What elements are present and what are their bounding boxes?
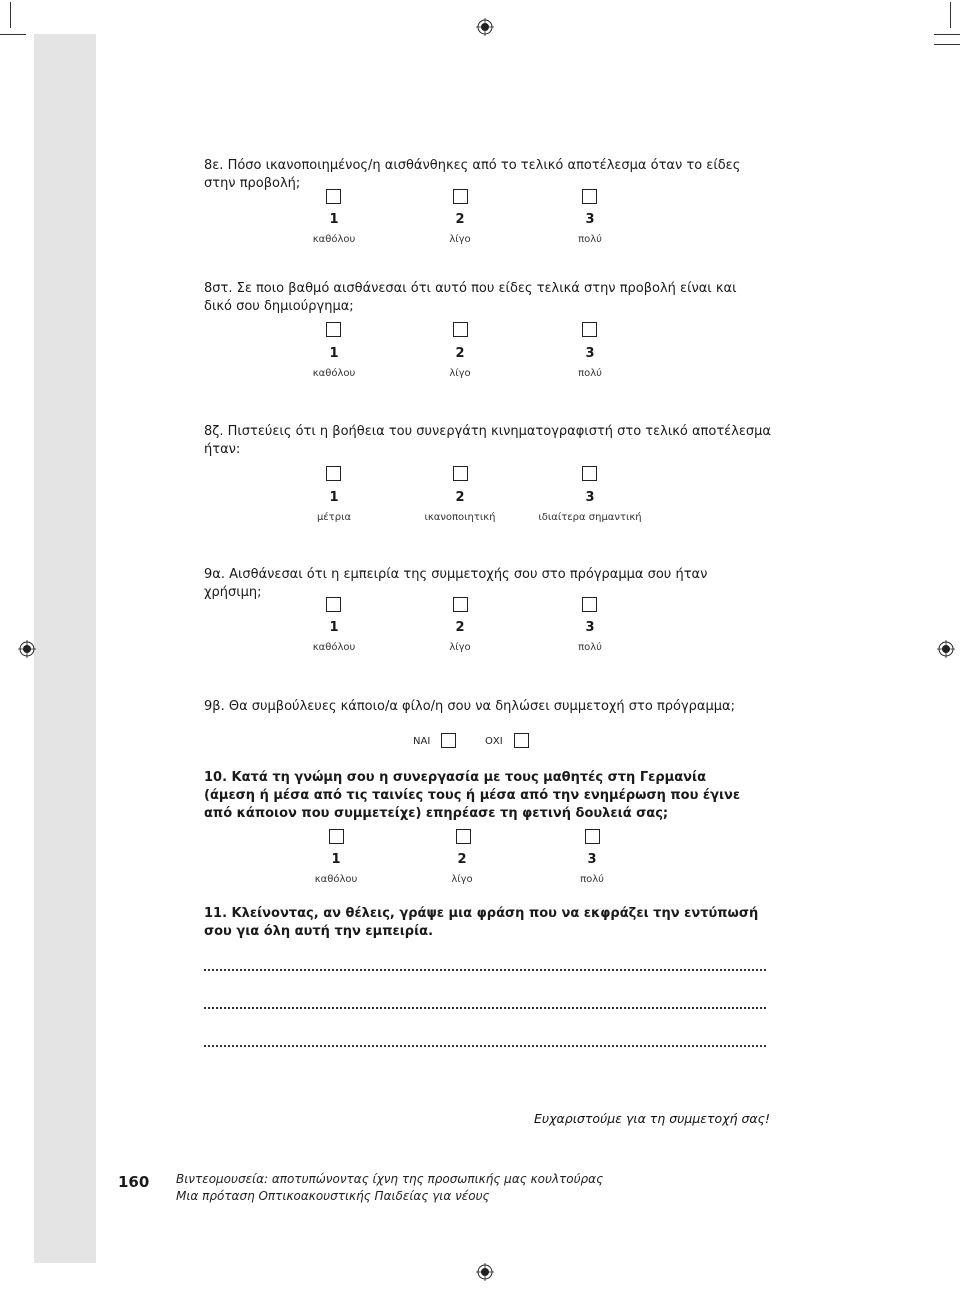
option-label: λίγο	[451, 874, 473, 885]
option-number: 1	[329, 490, 339, 505]
option-number: 2	[457, 852, 467, 867]
answer-line[interactable]	[204, 1006, 766, 1009]
checkbox-8st-3[interactable]	[582, 322, 597, 337]
option-label: καθόλου	[314, 874, 358, 885]
option-label: λίγο	[449, 642, 471, 653]
crop-mark-top-right	[950, 2, 951, 28]
registration-mark-icon	[937, 640, 955, 658]
question-9b-title: 9β. Θα συμβούλευες κάποιο/α φίλο/η σου να δηλώσει συμμετοχή στο πρόγραμμα;	[204, 699, 735, 714]
option-label: πολύ	[580, 874, 604, 885]
answer-line[interactable]	[204, 968, 766, 971]
yes-label: ΝΑΙ	[413, 736, 431, 747]
option-label: πολύ	[578, 642, 602, 653]
option-label: καθόλου	[312, 368, 356, 379]
footer-title-line1: Βιντεομουσεία: αποτυπώνοντας ίχνη της προσωπικής μας κουλτούρας	[176, 1172, 604, 1186]
option-label: πολύ	[578, 368, 602, 379]
registration-mark-icon	[476, 18, 494, 36]
registration-mark-icon	[476, 1263, 494, 1281]
option-number: 1	[329, 346, 339, 361]
checkbox-8e-2[interactable]	[453, 189, 468, 204]
checkbox-10-2[interactable]	[456, 829, 471, 844]
checkbox-10-3[interactable]	[585, 829, 600, 844]
crop-mark-top-left	[10, 2, 11, 28]
crop-mark-top-right-h	[934, 34, 960, 35]
option-number: 3	[585, 490, 595, 505]
option-label: πολύ	[578, 234, 602, 245]
footer-title-line2: Μια πρόταση Οπτικοακουστικής Παιδείας για νέους	[176, 1189, 490, 1203]
option-number: 3	[585, 620, 595, 635]
checkbox-8st-2[interactable]	[453, 322, 468, 337]
answer-line[interactable]	[204, 1044, 766, 1047]
option-label: λίγο	[449, 234, 471, 245]
checkbox-8z-2[interactable]	[453, 466, 468, 481]
checkbox-8e-1[interactable]	[326, 189, 341, 204]
crop-mark-top-right-2	[934, 44, 960, 45]
option-label: ιδιαίτερα σημαντική	[538, 512, 642, 523]
checkbox-8z-1[interactable]	[326, 466, 341, 481]
option-number: 1	[331, 852, 341, 867]
question-8st-title: 8στ. Σε ποιο βαθμό αισθάνεσαι ότι αυτό που είδες τελικά στην προβολή είναι και δικό σου δημιούργημα;	[204, 281, 737, 314]
checkbox-10-1[interactable]	[329, 829, 344, 844]
question-11-title: 11. Κλείνοντας, αν θέλεις, γράψε μια φράση που να εκφράζει την εντύπωσή σου για όλη αυτή την εμπειρία.	[204, 906, 759, 939]
option-number: 3	[585, 212, 595, 227]
option-number: 2	[455, 346, 465, 361]
checkbox-9a-2[interactable]	[453, 597, 468, 612]
checkbox-9a-1[interactable]	[326, 597, 341, 612]
checkbox-9a-3[interactable]	[582, 597, 597, 612]
option-number: 3	[587, 852, 597, 867]
page-number: 160	[118, 1173, 150, 1191]
option-number: 1	[329, 212, 339, 227]
option-label: καθόλου	[312, 642, 356, 653]
option-number: 2	[455, 620, 465, 635]
question-9a-title: 9α. Αισθάνεσαι ότι η εμπειρία της συμμετοχής σου στο πρόγραμμα σου ήταν χρήσιμη;	[204, 567, 708, 600]
question-8z-title: 8ζ. Πιστεύεις ότι η βοήθεια του συνεργάτη κινηματογραφιστή στο τελικό αποτέλεσμα ήταν:	[204, 424, 771, 457]
question-10-title: 10. Κατά τη γνώμη σου η συνεργασία με τους μαθητές στη Γερμανία (άμεση ή μέσα από τις ταινίες τους ή μέσα από την ενημέρωση που έγινε από κάποιον που συμμετείχε) επηρέασε τη φετινή δουλειά σας;	[204, 770, 741, 821]
registration-mark-icon	[18, 640, 36, 658]
question-8e-title: 8ε. Πόσο ικανοποιημένος/η αισθάνθηκες από το τελικό αποτέλεσμα όταν το είδες στην προβολή;	[204, 158, 741, 191]
checkbox-8st-1[interactable]	[326, 322, 341, 337]
option-number: 3	[585, 346, 595, 361]
checkbox-8z-3[interactable]	[582, 466, 597, 481]
option-number: 1	[329, 620, 339, 635]
option-number: 2	[455, 490, 465, 505]
option-label: καθόλου	[312, 234, 356, 245]
option-label: ικανοποιητική	[424, 512, 496, 523]
option-number: 2	[455, 212, 465, 227]
checkbox-8e-3[interactable]	[582, 189, 597, 204]
no-label: ΟΧΙ	[485, 736, 503, 747]
crop-mark-top-left-h	[0, 34, 26, 35]
checkbox-yes[interactable]	[441, 733, 456, 748]
thank-you-note: Ευχαριστούμε για τη συμμετοχή σας!	[534, 1111, 770, 1126]
option-label: λίγο	[449, 368, 471, 379]
option-label: μέτρια	[316, 512, 352, 523]
checkbox-no[interactable]	[514, 733, 529, 748]
gray-margin-band	[34, 34, 96, 1263]
